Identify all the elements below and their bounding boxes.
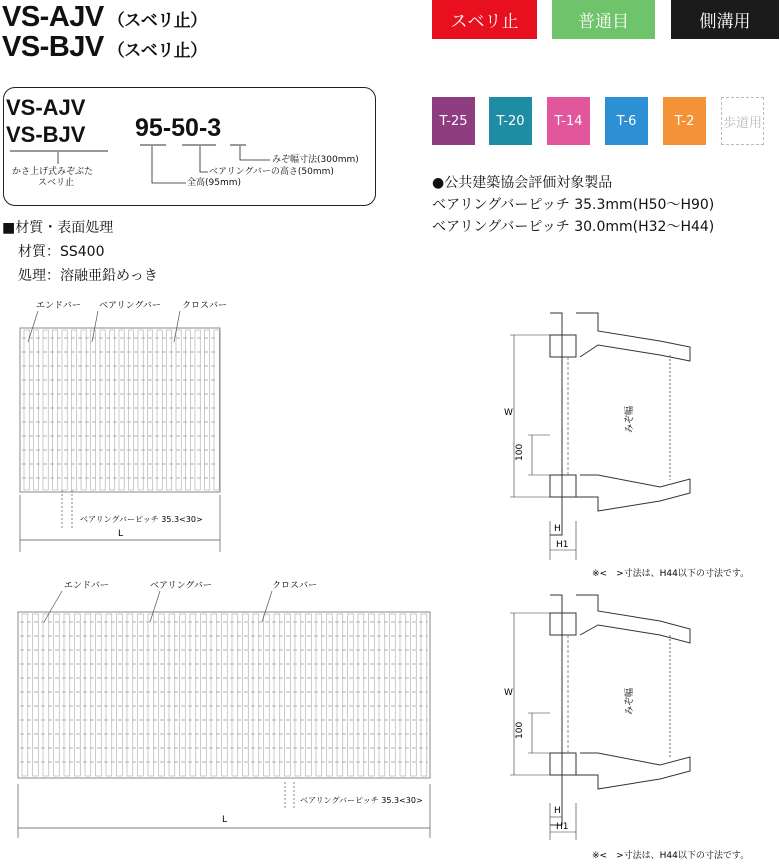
bearing-bar (24, 330, 29, 490)
bearing-bar (148, 614, 154, 776)
plan-bottom-end-bar-label: エンドバー (64, 581, 109, 591)
bearing-bar (190, 614, 196, 776)
code-model-b: VS-BJV (6, 122, 86, 147)
bearing-bar (232, 614, 238, 776)
bearing-bar (421, 614, 427, 776)
load-sidewalk: 歩道用 (721, 97, 764, 145)
plan-top (20, 300, 227, 552)
bearing-bar (96, 614, 102, 776)
note-total-height: 全高(95mm) (187, 178, 242, 188)
bearing-bar (110, 330, 115, 490)
bearing-bar (167, 330, 172, 490)
bearing-bar (117, 614, 123, 776)
bearing-bar (75, 614, 81, 776)
plan-top-pitch-label: ベアリングバーピッチ 35.3<30> (80, 515, 203, 524)
load-t14: T-14 (547, 97, 590, 145)
bearing-bar (119, 330, 124, 490)
load-t25: T-25 (432, 97, 475, 145)
section-drawings (480, 295, 780, 865)
plan-bottom (18, 580, 430, 838)
bearing-bar (253, 614, 259, 776)
bearing-bar (306, 614, 312, 776)
bearing-bar (186, 330, 191, 490)
bearing-bar (106, 614, 112, 776)
bearing-bar (243, 614, 249, 776)
bearing-bar (358, 614, 364, 776)
bearing-bar (285, 614, 291, 776)
section-bottom-100: 100 (515, 721, 525, 739)
section-bottom (510, 595, 690, 840)
cert-pitch-1: ベアリングバーピッチ 35.3mm(H50〜H90) (432, 197, 715, 213)
bearing-bar (176, 330, 181, 490)
bearing-bar (138, 330, 143, 490)
note-type-2: スベリ止 (38, 178, 75, 188)
title-suffix: （スベリ止） (107, 11, 207, 30)
bearing-bar (390, 614, 396, 776)
bearing-bar (411, 614, 417, 776)
section-top-groove: みぞ幅 (625, 405, 635, 433)
bearing-bar (157, 330, 162, 490)
code-number: 95-50-3 (135, 114, 222, 142)
bearing-bar (43, 614, 49, 776)
note-type-1: かさ上げ式みぞぶた (12, 167, 94, 177)
section-bottom-w: W (504, 688, 513, 698)
bearing-bar (316, 614, 322, 776)
section-bottom-groove: みぞ幅 (625, 687, 635, 715)
bearing-bar (214, 330, 219, 490)
plan-drawings (0, 290, 440, 850)
plan-top-bearing-bar-label: ベアリングバー (99, 301, 161, 311)
plan-bottom-cross-bar-label: クロスバー (272, 581, 318, 591)
bearing-bar (129, 330, 134, 490)
bearing-bar (379, 614, 385, 776)
cert-title: ●公共建築協会評価対象製品 (432, 175, 613, 191)
plan-top-end-bar-label: エンドバー (36, 301, 81, 311)
plan-top-frame (20, 328, 220, 492)
bearing-bar (100, 330, 105, 490)
section-top-h: H (554, 524, 561, 534)
bearing-bar (91, 330, 96, 490)
note-bar-height: ベアリングバーの高さ(50mm) (209, 167, 334, 177)
bearing-bar (169, 614, 175, 776)
model-b-title: VS-BJV (2, 31, 104, 63)
bearing-bar (54, 614, 60, 776)
bearing-bar (195, 330, 200, 490)
load-t2: T-2 (663, 97, 706, 145)
note-width: みぞ幅寸法(300mm) (272, 155, 359, 165)
bearing-bar (64, 614, 70, 776)
section-top-100: 100 (515, 443, 525, 461)
bearing-bar (148, 330, 153, 490)
bearing-bar (138, 614, 144, 776)
code-model-a: VS-AJV (6, 95, 86, 120)
bearing-bar (34, 330, 39, 490)
model-a-title: VS-AJV (2, 1, 104, 33)
plan-top-cross-bar-label: クロスバー (182, 301, 228, 311)
section-top-note: ※< >寸法は、H44以下の寸法です。 (592, 569, 750, 579)
bearing-bar (400, 614, 406, 776)
material-heading: ■材質・表面処理 (2, 220, 114, 236)
bearing-bar (81, 330, 86, 490)
plan-top-length-label: L (118, 529, 124, 539)
tag-standard-mesh: 普通目 (552, 0, 655, 39)
bearing-bar (62, 330, 67, 490)
material-line: 材質：SS400 (18, 244, 105, 260)
bearing-bar (72, 330, 77, 490)
section-bottom-h: H (554, 806, 561, 816)
bearing-bar (43, 330, 48, 490)
bearing-bar (295, 614, 301, 776)
bearing-bar (274, 614, 280, 776)
load-t20: T-20 (489, 97, 532, 145)
section-top (510, 313, 690, 560)
section-top-w: W (504, 408, 513, 418)
bearing-bar (222, 614, 228, 776)
bearing-bar (85, 614, 91, 776)
bearing-bar (33, 614, 39, 776)
tag-gutter-use: 側溝用 (671, 0, 779, 39)
section-bottom-note: ※< >寸法は、H44以下の寸法です。 (592, 851, 750, 861)
bearing-bar (127, 614, 133, 776)
bearing-bar (53, 330, 58, 490)
bearing-bar (337, 614, 343, 776)
bearing-bar (205, 330, 210, 490)
section-top-h1: H1 (556, 540, 569, 550)
bearing-bar (264, 614, 270, 776)
section-bottom-h1: H1 (556, 822, 569, 832)
bearing-bar (327, 614, 333, 776)
plan-bottom-length-label: L (222, 815, 228, 825)
bearing-bar (348, 614, 354, 776)
bearing-bar (180, 614, 186, 776)
bearing-bar (369, 614, 375, 776)
plan-bottom-pitch-label: ベアリングバーピッチ 35.3<30> (300, 796, 423, 805)
subtitle-suffix: （スベリ止） (107, 41, 207, 60)
treatment-line: 処理：溶融亜鉛めっき (18, 268, 158, 284)
bearing-bar (22, 614, 28, 776)
cert-pitch-2: ベアリングバーピッチ 30.0mm(H32〜H44) (432, 219, 715, 235)
bearing-bar (211, 614, 217, 776)
bearing-bar (159, 614, 165, 776)
bearing-bar (201, 614, 207, 776)
load-t6: T-6 (605, 97, 648, 145)
tag-slip-resistant: スベリ止 (432, 0, 537, 39)
plan-bottom-bearing-bar-label: ベアリングバー (150, 581, 212, 591)
